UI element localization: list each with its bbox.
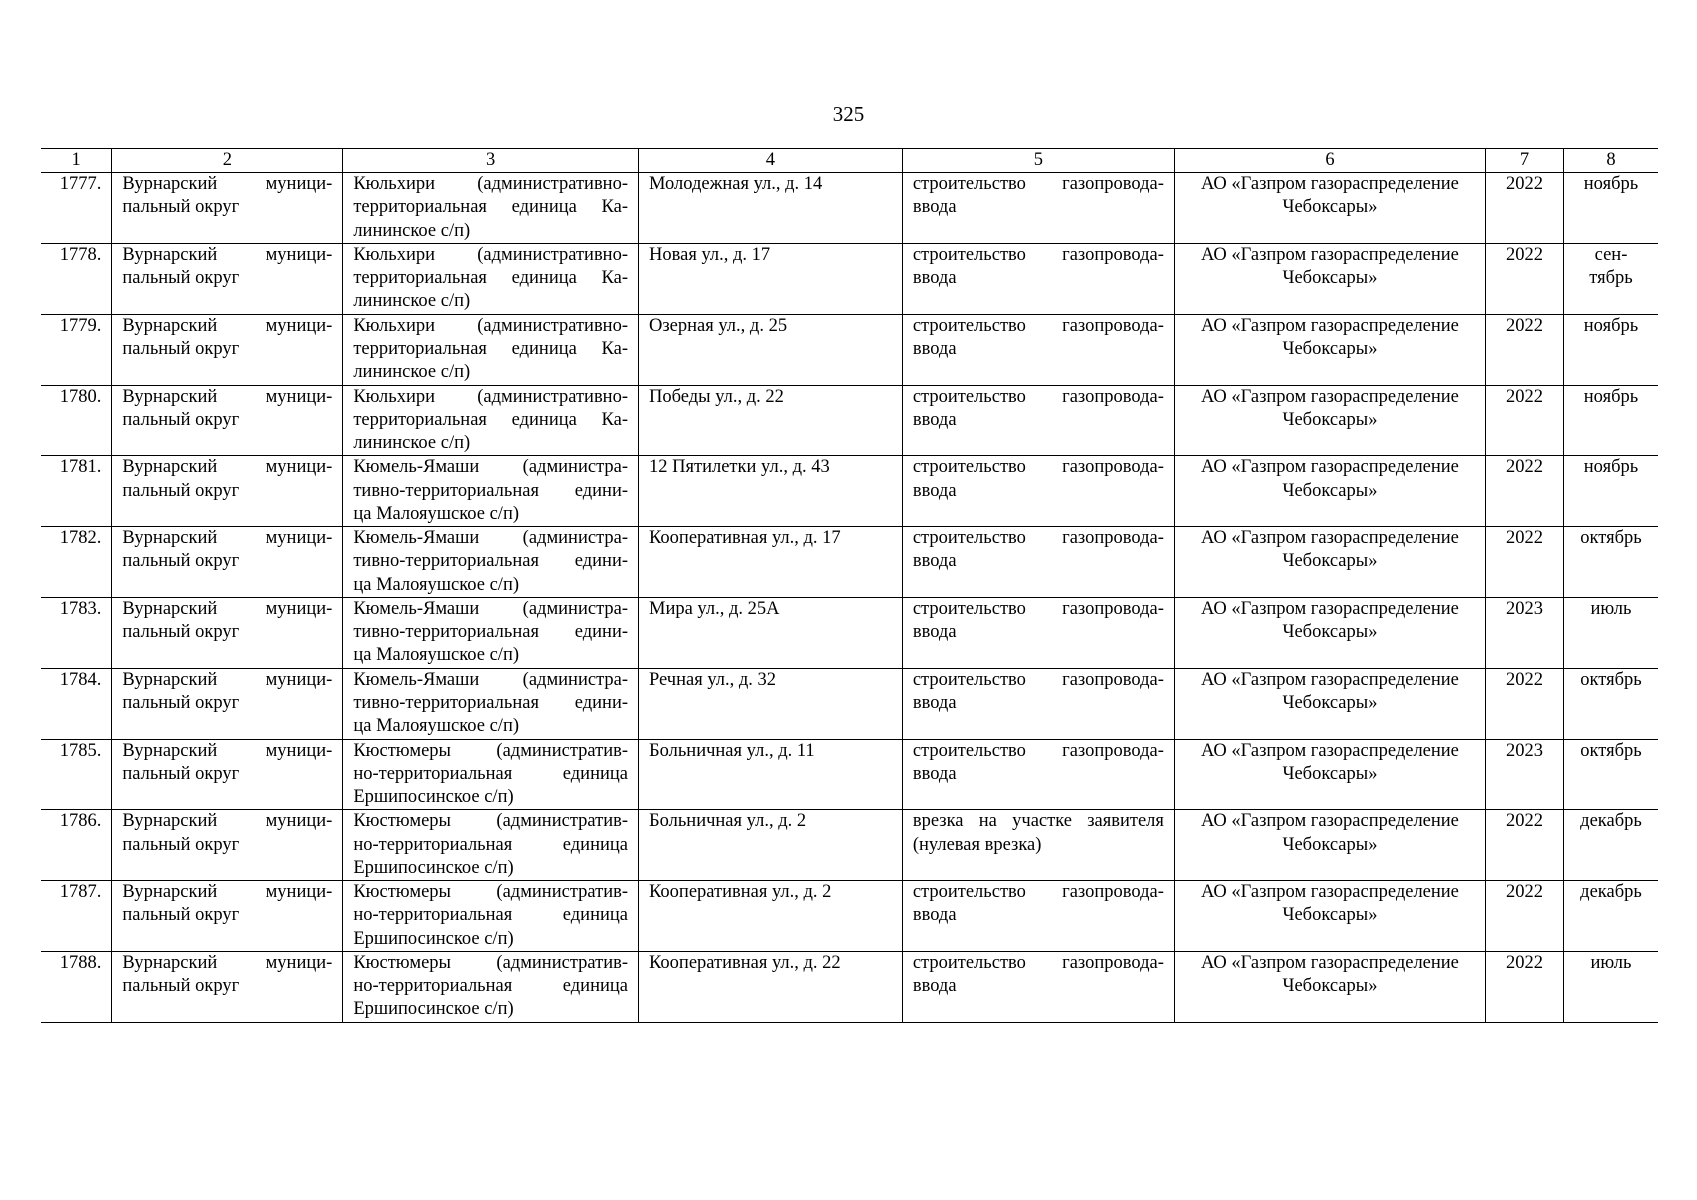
month-cell	[1564, 527, 1659, 598]
district-cell	[112, 244, 343, 315]
work-type-cell	[902, 810, 1174, 881]
settlement-line: тивно-территориальная едини-	[353, 551, 628, 572]
settlement-line: тивно-территориальная едини-	[353, 622, 628, 643]
work-type-cell	[902, 668, 1174, 739]
district-line: Вурнарский муници-	[122, 457, 333, 478]
month-line: сен-	[1594, 245, 1628, 265]
settlement-line: территориальная единица Ка-	[353, 339, 628, 359]
column-header: 7	[1485, 149, 1563, 173]
settlement-line: Ершипосинское с/п)	[353, 999, 514, 1020]
district-line: пальный округ	[122, 480, 240, 501]
year-cell: 2022	[1485, 456, 1563, 527]
district-line: пальный округ	[122, 339, 240, 359]
row-number: 1784.	[41, 668, 112, 739]
row-number: 1783.	[41, 597, 112, 668]
work-type-cell	[902, 244, 1174, 315]
org-line: Чебоксары»	[1282, 197, 1378, 218]
org-line: Чебоксары»	[1282, 480, 1378, 501]
address-cell: Молодежная ул., д. 14	[639, 173, 903, 244]
settlement-cell	[343, 739, 639, 810]
page-number: 325	[832, 102, 865, 126]
district-cell	[112, 951, 343, 1022]
row-number: 1788.	[41, 951, 112, 1022]
work-line: ввода	[912, 905, 957, 926]
settlement-cell	[343, 314, 639, 385]
work-type-cell	[902, 173, 1174, 244]
district-cell	[112, 597, 343, 668]
org-line: АО «Газпром газораспределение	[1200, 740, 1459, 761]
org-line: Чебоксары»	[1282, 905, 1378, 926]
org-line: АО «Газпром газораспределение	[1200, 528, 1459, 549]
month-cell	[1564, 881, 1659, 952]
settlement-cell	[343, 951, 639, 1022]
district-line: пальный округ	[122, 692, 240, 713]
org-line: АО «Газпром газораспределение	[1200, 669, 1459, 690]
table-row	[41, 527, 1658, 598]
row-number: 1786.	[41, 810, 112, 881]
year-cell: 2023	[1485, 739, 1563, 810]
district-line: пальный округ	[122, 976, 240, 997]
organization-cell	[1174, 668, 1485, 739]
work-line: ввода	[912, 622, 957, 643]
org-line: Чебоксары»	[1282, 763, 1378, 784]
row-number: 1785.	[41, 739, 112, 810]
work-line: ввода	[912, 551, 957, 572]
settlement-line: лининское с/п)	[353, 433, 471, 453]
row-number: 1777.	[41, 173, 112, 244]
org-line: Чебоксары»	[1282, 268, 1378, 289]
district-line: пальный округ	[122, 551, 240, 572]
year-cell: 2022	[1485, 668, 1563, 739]
year-cell: 2022	[1485, 810, 1563, 881]
district-line: Вурнарский муници-	[122, 882, 333, 903]
row-number: 1778.	[41, 244, 112, 315]
month-line: октябрь	[1580, 740, 1642, 761]
work-line: врезка на участке заявителя	[912, 811, 1164, 832]
org-line: Чебоксары»	[1282, 692, 1378, 713]
settlement-line: тивно-территориальная едини-	[353, 692, 628, 713]
settlement-line: Кюстюмеры (административ-	[353, 882, 628, 903]
org-line: АО «Газпром газораспределение	[1200, 598, 1459, 619]
district-cell	[112, 173, 343, 244]
table-row	[41, 668, 1658, 739]
column-number-row	[41, 149, 1658, 173]
org-line: Чебоксары»	[1282, 339, 1378, 359]
org-line: АО «Газпром газораспределение	[1200, 315, 1459, 336]
org-line: Чебоксары»	[1282, 409, 1378, 430]
district-cell	[112, 385, 343, 456]
organization-cell	[1174, 456, 1485, 527]
address-cell: Кооперативная ул., д. 17	[639, 527, 903, 598]
work-line: ввода	[912, 692, 957, 713]
district-cell	[112, 314, 343, 385]
district-line: Вурнарский муници-	[122, 669, 333, 690]
work-line: строительство газопровода-	[912, 457, 1164, 478]
table-row	[41, 456, 1658, 527]
settlement-line: лининское с/п)	[353, 362, 471, 383]
address-cell: Озерная ул., д. 25	[639, 314, 903, 385]
month-cell	[1564, 314, 1659, 385]
month-line: июль	[1590, 598, 1632, 619]
column-header: 6	[1174, 149, 1485, 173]
settlement-line: Ершипосинское с/п)	[353, 786, 514, 807]
work-line: ввода	[912, 763, 957, 784]
settlement-line: Ершипосинское с/п)	[353, 857, 514, 878]
row-number: 1780.	[41, 385, 112, 456]
month-line: тябрь	[1589, 268, 1633, 289]
settlement-cell	[343, 597, 639, 668]
district-line: Вурнарский муници-	[122, 528, 333, 549]
district-line: Вурнарский муници-	[122, 740, 333, 761]
organization-cell	[1174, 173, 1485, 244]
settlement-line: территориальная единица Ка-	[353, 409, 628, 430]
settlement-line: Ершипосинское с/п)	[353, 928, 514, 949]
settlement-line: тивно-территориальная едини-	[353, 480, 628, 501]
month-line: декабрь	[1580, 811, 1642, 832]
work-line: строительство газопровода-	[912, 882, 1164, 903]
address-cell: Кооперативная ул., д. 22	[639, 951, 903, 1022]
org-line: Чебоксары»	[1282, 622, 1378, 643]
district-line: Вурнарский муници-	[122, 174, 333, 195]
district-line: пальный округ	[122, 197, 240, 218]
org-line: АО «Газпром газораспределение	[1200, 245, 1459, 265]
settlement-line: Кюмель-Ямаши (администра-	[353, 457, 628, 478]
year-cell: 2022	[1485, 244, 1563, 315]
district-cell	[112, 527, 343, 598]
work-line: ввода	[912, 339, 957, 359]
organization-cell	[1174, 739, 1485, 810]
settlement-cell	[343, 244, 639, 315]
table-row	[41, 810, 1658, 881]
work-line: строительство газопровода-	[912, 952, 1164, 973]
org-line: Чебоксары»	[1282, 551, 1378, 572]
month-cell	[1564, 456, 1659, 527]
year-cell: 2022	[1485, 527, 1563, 598]
district-line: пальный округ	[122, 905, 240, 926]
work-type-cell	[902, 314, 1174, 385]
district-line: Вурнарский муници-	[122, 315, 333, 336]
org-line: АО «Газпром газораспределение	[1200, 174, 1459, 195]
settlement-line: ца Малояушское с/п)	[353, 574, 520, 595]
work-line: строительство газопровода-	[912, 598, 1164, 619]
settlement-cell	[343, 173, 639, 244]
work-line: ввода	[912, 976, 957, 997]
work-line: строительство газопровода-	[912, 386, 1164, 407]
row-number: 1782.	[41, 527, 112, 598]
address-cell: Кооперативная ул., д. 2	[639, 881, 903, 952]
org-line: АО «Газпром газораспределение	[1200, 882, 1459, 903]
district-line: Вурнарский муници-	[122, 386, 333, 407]
settlement-cell	[343, 810, 639, 881]
work-line: строительство газопровода-	[912, 669, 1164, 690]
gas-connection-table	[41, 148, 1658, 1023]
settlement-line: Кюмель-Ямаши (администра-	[353, 598, 628, 619]
settlement-line: Кюльхири (административно-	[353, 315, 628, 336]
district-line: пальный округ	[122, 268, 240, 289]
address-cell: Новая ул., д. 17	[639, 244, 903, 315]
settlement-line: лининское с/п)	[353, 220, 471, 241]
month-cell	[1564, 810, 1659, 881]
district-cell	[112, 456, 343, 527]
settlement-line: Кюмель-Ямаши (администра-	[353, 528, 628, 549]
settlement-line: Кюльхири (административно-	[353, 386, 628, 407]
month-line: ноябрь	[1583, 174, 1639, 195]
settlement-cell	[343, 456, 639, 527]
column-header: 4	[639, 149, 903, 173]
address-cell: Победы ул., д. 22	[639, 385, 903, 456]
settlement-line: Кюстюмеры (административ-	[353, 811, 628, 832]
row-number: 1779.	[41, 314, 112, 385]
org-line: Чебоксары»	[1282, 834, 1378, 855]
district-line: Вурнарский муници-	[122, 811, 333, 832]
work-type-cell	[902, 739, 1174, 810]
settlement-line: ца Малояушское с/п)	[353, 503, 520, 524]
year-cell: 2022	[1485, 173, 1563, 244]
address-cell: Больничная ул., д. 11	[639, 739, 903, 810]
year-cell: 2023	[1485, 597, 1563, 668]
district-cell	[112, 739, 343, 810]
work-line: строительство газопровода-	[912, 740, 1164, 761]
district-line: пальный округ	[122, 409, 240, 430]
table-row	[41, 739, 1658, 810]
column-header: 3	[343, 149, 639, 173]
district-line: Вурнарский муници-	[122, 598, 333, 619]
row-number: 1781.	[41, 456, 112, 527]
district-line: пальный округ	[122, 834, 240, 855]
organization-cell	[1174, 527, 1485, 598]
month-line: июль	[1590, 952, 1632, 973]
column-header: 1	[41, 149, 112, 173]
year-cell: 2022	[1485, 881, 1563, 952]
column-header: 5	[902, 149, 1174, 173]
org-line: Чебоксары»	[1282, 976, 1378, 997]
table-row	[41, 597, 1658, 668]
organization-cell	[1174, 244, 1485, 315]
month-cell	[1564, 951, 1659, 1022]
work-line: строительство газопровода-	[912, 174, 1164, 195]
settlement-line: Кюмель-Ямаши (администра-	[353, 669, 628, 690]
organization-cell	[1174, 881, 1485, 952]
settlement-line: территориальная единица Ка-	[353, 197, 628, 218]
month-line: октябрь	[1580, 528, 1642, 549]
district-line: пальный округ	[122, 622, 240, 643]
work-line: ввода	[912, 197, 957, 218]
work-type-cell	[902, 881, 1174, 952]
district-line: Вурнарский муници-	[122, 952, 333, 973]
address-cell: Больничная ул., д. 2	[639, 810, 903, 881]
month-cell	[1564, 739, 1659, 810]
settlement-line: но-территориальная единица	[353, 976, 628, 997]
month-cell	[1564, 173, 1659, 244]
work-type-cell	[902, 385, 1174, 456]
table-row	[41, 385, 1658, 456]
organization-cell	[1174, 314, 1485, 385]
column-header: 8	[1564, 149, 1659, 173]
organization-cell	[1174, 597, 1485, 668]
month-line: октябрь	[1580, 669, 1642, 690]
address-cell: 12 Пятилетки ул., д. 43	[639, 456, 903, 527]
settlement-line: но-территориальная единица	[353, 905, 628, 926]
year-cell: 2022	[1485, 385, 1563, 456]
organization-cell	[1174, 951, 1485, 1022]
work-type-cell	[902, 951, 1174, 1022]
month-cell	[1564, 668, 1659, 739]
settlement-line: ца Малояушское с/п)	[353, 716, 520, 737]
org-line: АО «Газпром газораспределение	[1200, 457, 1459, 478]
work-line: строительство газопровода-	[912, 528, 1164, 549]
org-line: АО «Газпром газораспределение	[1200, 386, 1459, 407]
work-type-cell	[902, 597, 1174, 668]
settlement-line: но-территориальная единица	[353, 763, 628, 784]
district-line: пальный округ	[122, 763, 240, 784]
year-cell: 2022	[1485, 314, 1563, 385]
district-cell	[112, 668, 343, 739]
year-cell: 2022	[1485, 951, 1563, 1022]
table-row	[41, 881, 1658, 952]
settlement-cell	[343, 527, 639, 598]
month-cell	[1564, 244, 1659, 315]
settlement-cell	[343, 385, 639, 456]
work-type-cell	[902, 527, 1174, 598]
table-row	[41, 951, 1658, 1022]
month-line: ноябрь	[1583, 315, 1639, 336]
work-line: ввода	[912, 409, 957, 430]
settlement-line: Кюльхири (административно-	[353, 245, 628, 265]
work-line: (нулевая врезка)	[912, 834, 1042, 855]
org-line: АО «Газпром газораспределение	[1200, 811, 1459, 832]
table-row	[41, 173, 1658, 244]
work-line: строительство газопровода-	[912, 315, 1164, 336]
work-type-cell	[902, 456, 1174, 527]
organization-cell	[1174, 385, 1485, 456]
settlement-cell	[343, 668, 639, 739]
settlement-line: лининское с/п)	[353, 291, 471, 312]
work-line: ввода	[912, 480, 957, 501]
settlement-line: Кюльхири (административно-	[353, 174, 628, 195]
settlement-line: Кюстюмеры (административ-	[353, 740, 628, 761]
settlement-line: Кюстюмеры (административ-	[353, 952, 628, 973]
month-line: ноябрь	[1583, 386, 1639, 407]
table-row	[41, 314, 1658, 385]
month-line: декабрь	[1580, 882, 1642, 903]
settlement-line: но-территориальная единица	[353, 834, 628, 855]
org-line: АО «Газпром газораспределение	[1200, 952, 1459, 973]
settlement-cell	[343, 881, 639, 952]
column-header: 2	[112, 149, 343, 173]
row-number: 1787.	[41, 881, 112, 952]
month-line: ноябрь	[1583, 457, 1639, 478]
work-line: строительство газопровода-	[912, 245, 1164, 265]
settlement-line: ца Малояушское с/п)	[353, 645, 520, 666]
month-cell	[1564, 385, 1659, 456]
district-cell	[112, 810, 343, 881]
district-line: Вурнарский муници-	[122, 245, 333, 265]
address-cell: Мира ул., д. 25А	[639, 597, 903, 668]
work-line: ввода	[912, 268, 957, 289]
district-cell	[112, 881, 343, 952]
address-cell: Речная ул., д. 32	[639, 668, 903, 739]
organization-cell	[1174, 810, 1485, 881]
month-cell	[1564, 597, 1659, 668]
settlement-line: территориальная единица Ка-	[353, 268, 628, 289]
table-row	[41, 244, 1658, 315]
